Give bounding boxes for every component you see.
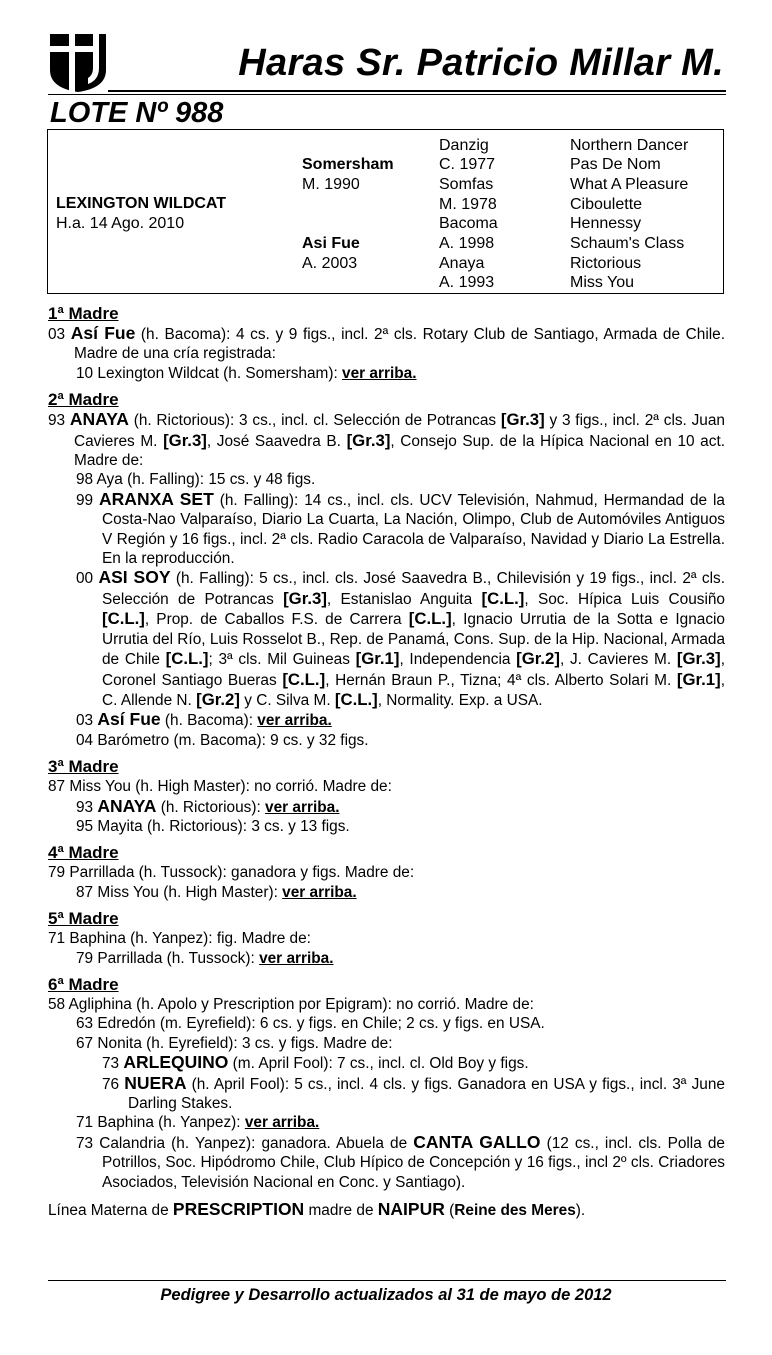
grandparent-name: Somfas bbox=[439, 176, 494, 193]
record-text: ; 3ª cls. Mil Guineas bbox=[208, 651, 356, 669]
record-text: 73 Calandria (h. Yanpez): ganadora. Abuela de bbox=[76, 1134, 414, 1152]
record-text: , José Saavedra B. bbox=[206, 432, 347, 450]
see-above-reference: ver arriba. bbox=[244, 1114, 320, 1132]
record-text: madre de bbox=[304, 1202, 378, 1220]
maternal-line-note bbox=[48, 1200, 725, 1220]
produce-record bbox=[76, 1113, 725, 1132]
record-text: Línea Materna de bbox=[48, 1202, 173, 1220]
grandparent-info: A. 1998 bbox=[439, 235, 495, 252]
record-text: (h. Bacoma): 4 cs. y 9 figs., incl. 2ª cls. Rotary Club de Santiago, Armada de Chile. Madre de una cría registrada: bbox=[74, 326, 725, 363]
great-grandparent: Miss You bbox=[570, 274, 635, 291]
produce-record bbox=[76, 817, 725, 836]
produce-record bbox=[76, 949, 725, 968]
record-text: , Prop. de Caballos F.S. de Carrera bbox=[144, 611, 409, 629]
record-text: , J. Cavieres M. bbox=[559, 651, 677, 669]
record-text: 58 Agliphina (h. Apolo y Prescription por Epigram): no corrió. Madre de: bbox=[48, 995, 534, 1013]
horse-name-bold: ANAYA bbox=[97, 795, 157, 816]
horse-name-bold: ARLEQUINO bbox=[123, 1052, 229, 1073]
record-text: (h. Falling): 14 cs., incl. cls. UCV Televisión, Nahmud, Hermandad de la Costa-Nao Valparaíso, Diario La Cuarta, La Nación, Olimpo, Club de Automóviles Antiguos V Región y 16 figs., incl. 2ª cls. Radio Caracola de Valparaíso, Navidad y Diario La Estrella. En la reproducción. bbox=[102, 491, 725, 568]
grandparent-name: Danzig bbox=[439, 137, 489, 154]
record-text: 03 bbox=[76, 712, 98, 730]
grandparent-name: Bacoma bbox=[439, 215, 498, 232]
race-grade: [C.L.] bbox=[102, 609, 145, 629]
footer-note: Pedigree y Desarrollo actualizados al 31 de mayo de 2012 bbox=[160, 1286, 612, 1304]
record-text: ( bbox=[444, 1202, 455, 1220]
horse-name: LEXINGTON WILDCAT bbox=[56, 195, 227, 212]
see-above-reference: ver arriba. bbox=[257, 712, 332, 730]
horse-name-bold: Así Fue bbox=[70, 323, 136, 343]
record-text: (h. Rictorious): bbox=[156, 798, 266, 816]
record-text: 95 Mayita (h. Rictorious): 3 cs. y 13 figs. bbox=[76, 817, 350, 835]
produce-record bbox=[76, 883, 725, 902]
record-text: 87 Miss You (h. High Master): no corrió. Madre de: bbox=[48, 778, 392, 796]
record-text: 98 Aya (h. Falling): 15 cs. y 48 figs. bbox=[76, 471, 316, 489]
race-grade: [Gr.1] bbox=[355, 649, 400, 669]
horse-name-bold: CANTA GALLO bbox=[413, 1131, 541, 1152]
record-text: (12 cs., incl. cls. Polla de Potrillos, Soc. Hipódromo Chile, Club Hípico de Concepción y 16 figs., incl 2º cls. Criadores Asociados, Televisión Nacional en Conc. y Santiago). bbox=[102, 1134, 725, 1191]
race-grade: [Gr.3] bbox=[163, 430, 207, 450]
record-text: 79 Parrillada (h. Tussock): ganadora y figs. Madre de: bbox=[48, 864, 415, 882]
breeder-title: Haras Sr. Patricio Millar M. bbox=[238, 42, 724, 84]
horse-name-bold: ARANXA SET bbox=[99, 488, 214, 509]
great-grandparent: Schaum's Class bbox=[570, 235, 685, 252]
race-grade: [C.L.] bbox=[165, 649, 209, 669]
footer-rule bbox=[48, 1280, 726, 1281]
great-grandparent: Hennessy bbox=[570, 215, 642, 232]
record-text: 73 bbox=[102, 1055, 124, 1073]
race-grade: [Gr.3] bbox=[676, 649, 721, 669]
record-text: 79 Parrillada (h. Tussock): bbox=[76, 949, 260, 967]
dam-section-title: 3ª Madre bbox=[48, 757, 119, 777]
race-grade: [Gr.2] bbox=[516, 649, 560, 669]
produce-record bbox=[102, 1074, 725, 1114]
record-text: , Consejo Sup. de la Hípica Nacional en 10 act. Madre de: bbox=[74, 432, 725, 470]
record-text: 10 Lexington Wildcat (h. Somersham): bbox=[76, 364, 343, 382]
produce-record bbox=[48, 410, 725, 470]
lot-number: LOTE Nº 988 bbox=[50, 97, 224, 129]
horse-name-bold: NUERA bbox=[124, 1072, 187, 1093]
horse-breeder-emblem-icon bbox=[48, 30, 108, 94]
record-text: , Independencia bbox=[399, 651, 517, 669]
produce-record bbox=[102, 1053, 725, 1073]
dam-section-title: 2ª Madre bbox=[48, 390, 119, 410]
pedigree-table bbox=[47, 129, 724, 294]
race-grade: [Gr.3] bbox=[346, 430, 391, 450]
race-grade: [Gr.3] bbox=[283, 588, 327, 608]
horse-name-bold: ANAYA bbox=[69, 409, 129, 430]
produce-record bbox=[48, 995, 725, 1014]
race-grade: [C.L.] bbox=[282, 669, 326, 689]
dam-section-title: 6ª Madre bbox=[48, 974, 119, 994]
produce-record bbox=[76, 490, 725, 569]
record-text: 04 Barómetro (m. Bacoma): 9 cs. y 32 figs. bbox=[76, 731, 369, 749]
record-text: , Soc. Hípica Luis Cousiño bbox=[524, 590, 725, 608]
race-grade: [Gr.3] bbox=[500, 410, 545, 430]
race-grade: [C.L.] bbox=[334, 689, 378, 709]
record-text: ). bbox=[575, 1202, 586, 1220]
record-text: (m. April Fool): 7 cs., incl. cl. Old Boy y figs. bbox=[228, 1055, 529, 1073]
produce-record bbox=[76, 1034, 725, 1053]
race-grade: [C.L.] bbox=[408, 609, 452, 629]
horse-name-bold: Así Fue bbox=[97, 709, 161, 730]
record-text: 71 Baphina (h. Yanpez): fig. Madre de: bbox=[48, 930, 311, 948]
sire-name: Somersham bbox=[302, 156, 394, 173]
race-grade: [C.L.] bbox=[481, 588, 525, 608]
record-text: , Ignacio Urrutia de la Sotta e Ignacio Urrutia del Río, Luis Rosselot B., Rep. de Panamá, Cons. Sup. de la Hip. Nacional, Armada de Chile bbox=[102, 611, 725, 669]
produce-record bbox=[48, 324, 725, 364]
record-text: 93 bbox=[76, 798, 98, 816]
sire-info: M. 1990 bbox=[302, 176, 360, 193]
see-above-reference: ver arriba. bbox=[259, 949, 334, 967]
record-text: 67 Nonita (h. Eyrefield): 3 cs. y figs. Madre de: bbox=[76, 1034, 393, 1052]
great-grandparent: What A Pleasure bbox=[570, 176, 689, 193]
produce-record bbox=[76, 470, 725, 489]
horse-name-bold: ASI SOY bbox=[98, 567, 171, 588]
record-text: 71 Baphina (h. Yanpez): bbox=[76, 1114, 245, 1132]
record-text: , C. Allende N. bbox=[102, 671, 726, 709]
horse-name-emphasis: Reine des Meres bbox=[454, 1202, 576, 1220]
family-records bbox=[48, 304, 725, 1220]
record-text: y 3 figs., incl. 2ª cls. Juan Cavieres M. bbox=[74, 412, 725, 450]
record-text: (h. Rictorious): 3 cs., incl. cl. Selección de Potrancas bbox=[128, 412, 501, 430]
horse-info: H.a. 14 Ago. 2010 bbox=[56, 215, 185, 232]
great-grandparent: Rictorious bbox=[570, 255, 642, 272]
great-grandparent: Ciboulette bbox=[570, 196, 643, 213]
dam-section-title: 4ª Madre bbox=[48, 843, 119, 863]
horse-name-bold: NAIPUR bbox=[377, 1199, 445, 1220]
produce-record bbox=[76, 731, 725, 750]
header-rule bbox=[108, 90, 726, 92]
horse-name-bold: PRESCRIPTION bbox=[172, 1199, 305, 1220]
grandparent-info: M. 1978 bbox=[439, 196, 497, 213]
produce-record bbox=[48, 929, 725, 948]
race-grade: [Gr.2] bbox=[196, 689, 240, 709]
record-text: 93 bbox=[48, 412, 70, 430]
grandparent-name: Anaya bbox=[439, 255, 485, 272]
header-rule-thin bbox=[48, 94, 726, 95]
produce-record bbox=[76, 364, 725, 383]
record-text: 99 bbox=[76, 491, 100, 509]
see-above-reference: ver arriba. bbox=[282, 883, 357, 901]
produce-record bbox=[76, 568, 725, 710]
produce-record bbox=[76, 1014, 725, 1033]
record-text: 87 Miss You (h. High Master): bbox=[76, 883, 283, 901]
record-text: 03 bbox=[48, 326, 71, 343]
race-grade: [Gr.1] bbox=[676, 669, 721, 689]
record-text: , Coronel Santiago Bueras bbox=[102, 651, 725, 689]
grandparent-info: A. 1993 bbox=[439, 274, 495, 291]
record-text: 00 bbox=[76, 570, 99, 588]
record-text: (h. Falling): 5 cs., incl. cls. José Saavedra B., Chilevisión y 19 figs., incl. 2ª cls. Selección de Potrancas bbox=[102, 570, 725, 608]
record-text: y C. Silva M. bbox=[239, 691, 335, 709]
produce-record bbox=[76, 797, 725, 817]
produce-record bbox=[48, 777, 725, 796]
great-grandparent: Pas De Nom bbox=[570, 156, 661, 173]
great-grandparent: Northern Dancer bbox=[570, 137, 689, 154]
record-text: , Estanislao Anguita bbox=[326, 590, 482, 608]
record-text: , Normality. Exp. a USA. bbox=[377, 691, 543, 709]
produce-record bbox=[76, 710, 725, 730]
grandparent-info: C. 1977 bbox=[439, 156, 496, 173]
dam-section-title: 5ª Madre bbox=[48, 909, 119, 929]
produce-record bbox=[76, 1133, 725, 1192]
dam-name: Asi Fue bbox=[302, 235, 360, 252]
see-above-reference: ver arriba. bbox=[265, 798, 340, 816]
dam-info: A. 2003 bbox=[302, 255, 358, 272]
record-text: 76 bbox=[102, 1075, 125, 1093]
dam-section-title: 1ª Madre bbox=[48, 304, 119, 323]
record-text: 63 Edredón (m. Eyrefield): 6 cs. y figs. en Chile; 2 cs. y figs. en USA. bbox=[76, 1015, 545, 1033]
see-above-reference: ver arriba. bbox=[342, 364, 417, 382]
record-text: , Hernán Braun P., Tizna; 4ª cls. Alberto Solari M. bbox=[325, 671, 677, 689]
produce-record bbox=[48, 863, 725, 882]
record-text: (h. April Fool): 5 cs., incl. 4 cls. y figs. Ganadora en USA y figs., incl. 3ª June Darling Stakes. bbox=[128, 1075, 725, 1112]
record-text: (h. Bacoma): bbox=[160, 712, 258, 730]
